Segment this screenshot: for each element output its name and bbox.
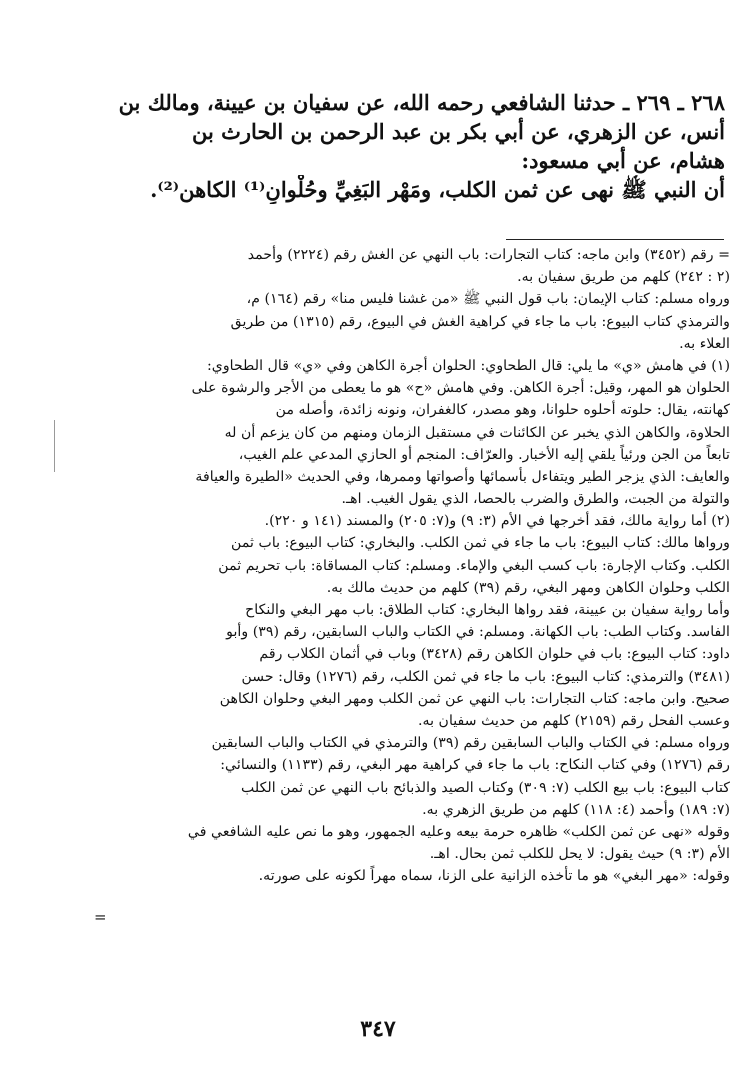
footnote-line: (٢ : ٢٤٢) كلهم من طريق سفيان به. bbox=[517, 269, 730, 286]
footnote-line: رقم (١٢٧٦) وفي كتاب النكاح: باب ما جاء في كراهية مهر البغي، رقم (١١٣٣) والنسائي: bbox=[220, 757, 730, 774]
footnote-line: الحلوان هو المهر، وقيل: أجرة الكاهن. وفي هامش «ح» هو ما يعطى من الأجر والرشوة على bbox=[191, 380, 730, 397]
footnote-line: ورواه مسلم: كتاب الإيمان: باب قول النبي ﷺ «من غشنا فليس منا» رقم (١٦٤) م، bbox=[246, 291, 730, 308]
footnote-line: ورواه مسلم: في الكتاب والباب السابقين رقم (٣٩) والترمذي في الكتاب والباب السابقين bbox=[211, 735, 730, 752]
footnote-line: (٢) أما رواية مالك، فقد أخرجها في الأم (٣: ٩) و(٧: ٢٠٥) والمسند (١٤١ و ٢٢٠). bbox=[264, 513, 730, 530]
footnote-line: والتولة من الجبت، والطرق والضرب بالحصا، الذي يقول الغيب. اهـ. bbox=[341, 491, 730, 508]
footnote-separator bbox=[506, 239, 724, 240]
footnote-line: العلاء به. bbox=[679, 335, 730, 352]
footnote-line: وأما رواية سفيان بن عيينة، فقد رواها البخاري: كتاب الطلاق: باب مهر البغي والنكاح bbox=[245, 602, 730, 618]
footnote-line: وعسب الفحل رقم (٢١٥٩) كلهم من حديث سفيان به. bbox=[417, 712, 730, 729]
footnote-line: كتاب البيوع: باب بيع الكلب (٧: ٣٠٩) وكتاب الصيد والذبائح باب النهي عن ثمن الكلب bbox=[240, 779, 730, 796]
hadith-line: أنس، عن الزهري، عن أبي بكر بن عبد الرحمن بن الحارث بن bbox=[192, 119, 725, 144]
footnote-line: تابعاً من الجن ورئياً يلقي إليه الأخبار. والعرّاف: المنجم أو الحازي المدعي علم الغيب، bbox=[238, 446, 730, 463]
footnote-line: (٧: ١٨٩) وأحمد (٤: ١١٨) كلهم من طريق الزهري به. bbox=[422, 801, 730, 818]
hadith-line: هشام، عن أبي مسعود: bbox=[521, 148, 725, 173]
footnote-line: الفاسد. وكتاب الطب: باب الكهانة. ومسلم: في الكتاب والباب السابقين، رقم (٣٩) وأبو bbox=[226, 624, 730, 641]
footnote-line: داود: كتاب البيوع: باب في حلوان الكاهن رقم (٣٤٢٨) وباب في أثمان الكلاب رقم bbox=[259, 646, 730, 663]
footnote-line: ورواها مالك: كتاب البيوع: باب ما جاء في ثمن الكلب. والبخاري: كتاب البيوع: باب ثمن bbox=[231, 535, 730, 552]
footnote-line: والعايف: الذي يزجر الطير ويتفاءل بأسمائها وأصواتها وممرها، وفي الحديث «الطيرة والعيافة bbox=[195, 468, 730, 485]
margin-pencil-mark bbox=[54, 420, 55, 472]
footnote-line: كهانته، يقال: حلوته أحلوه حلوانا، وهو مصدر، كالغفران، ونونه زائدة، وأصله من bbox=[275, 402, 730, 419]
hadith-line: ٢٦٨ ـ ٢٦٩ ـ حدثنا الشافعي رحمه الله، عن سفيان بن عيينة، ومالك بن bbox=[118, 90, 725, 115]
footnote-line: (٣٤٨١) والترمذي: كتاب البيوع: باب ما جاء في ثمن الكلب، رقم (١٢٧٦) وقال: حسن bbox=[241, 668, 730, 685]
page-number: ٣٤٧ bbox=[360, 1016, 396, 1042]
footnote-line: وقوله: «مهر البغي» هو ما تأخذه الزانية على الزنا، سماه مهراً لكونه على صورته. bbox=[258, 868, 730, 885]
footnote-line: = رقم (٣٤٥٢) وابن ماجه: كتاب التجارات: باب النهي عن الغش رقم (٢٢٢٤) وأحمد bbox=[247, 247, 730, 263]
footnote-line: صحيح. وابن ماجه: كتاب التجارات: باب النهي عن ثمن الكلب ومهر البغي وحلوان الكاهن bbox=[219, 690, 730, 707]
footnotes bbox=[100, 244, 730, 887]
continuation-mark: = bbox=[94, 908, 107, 926]
footnote-line: (١) في هامش «ي» ما يلي: قال الطحاوي: الحلوان أجرة الكاهن وفي «ي» قال الطحاوي: bbox=[206, 357, 730, 374]
footnote-line: الكلب وحلوان الكاهن ومهر البغي، رقم (٣٩) كلهم من حديث مالك به. bbox=[326, 579, 730, 596]
footnote-line: وقوله «نهى عن ثمن الكلب» ظاهره حرمة بيعه وعليه الجمهور، وهو ما نص عليه الشافعي في bbox=[187, 823, 730, 840]
footnote-line: الأم (٣: ٩) حيث يقول: لا يحل للكلب ثمن بحال. اهـ. bbox=[429, 846, 730, 863]
footnote-line: والترمذي كتاب البيوع: باب ما جاء في كراهية الغش في البيوع، رقم (١٣١٥) من طريق bbox=[230, 313, 730, 330]
hadith-line: أن النبي ﷺ نهى عن ثمن الكلب، ومَهْر البَغِيِّ وحُلْوانِ⁽¹⁾ الكاهن⁽²⁾. bbox=[150, 177, 725, 202]
footnote-line: الحلاوة، والكاهن الذي يخبر عن الكائنات في مستقبل الزمان ومنهم من كان يزعم أن له bbox=[224, 424, 730, 441]
footnote-line: الكلب. وكتاب الإجارة: باب كسب البغي والإماء. ومسلم: كتاب المساقاة: باب تحريم ثمن bbox=[218, 557, 730, 574]
hadith-text bbox=[100, 88, 725, 204]
